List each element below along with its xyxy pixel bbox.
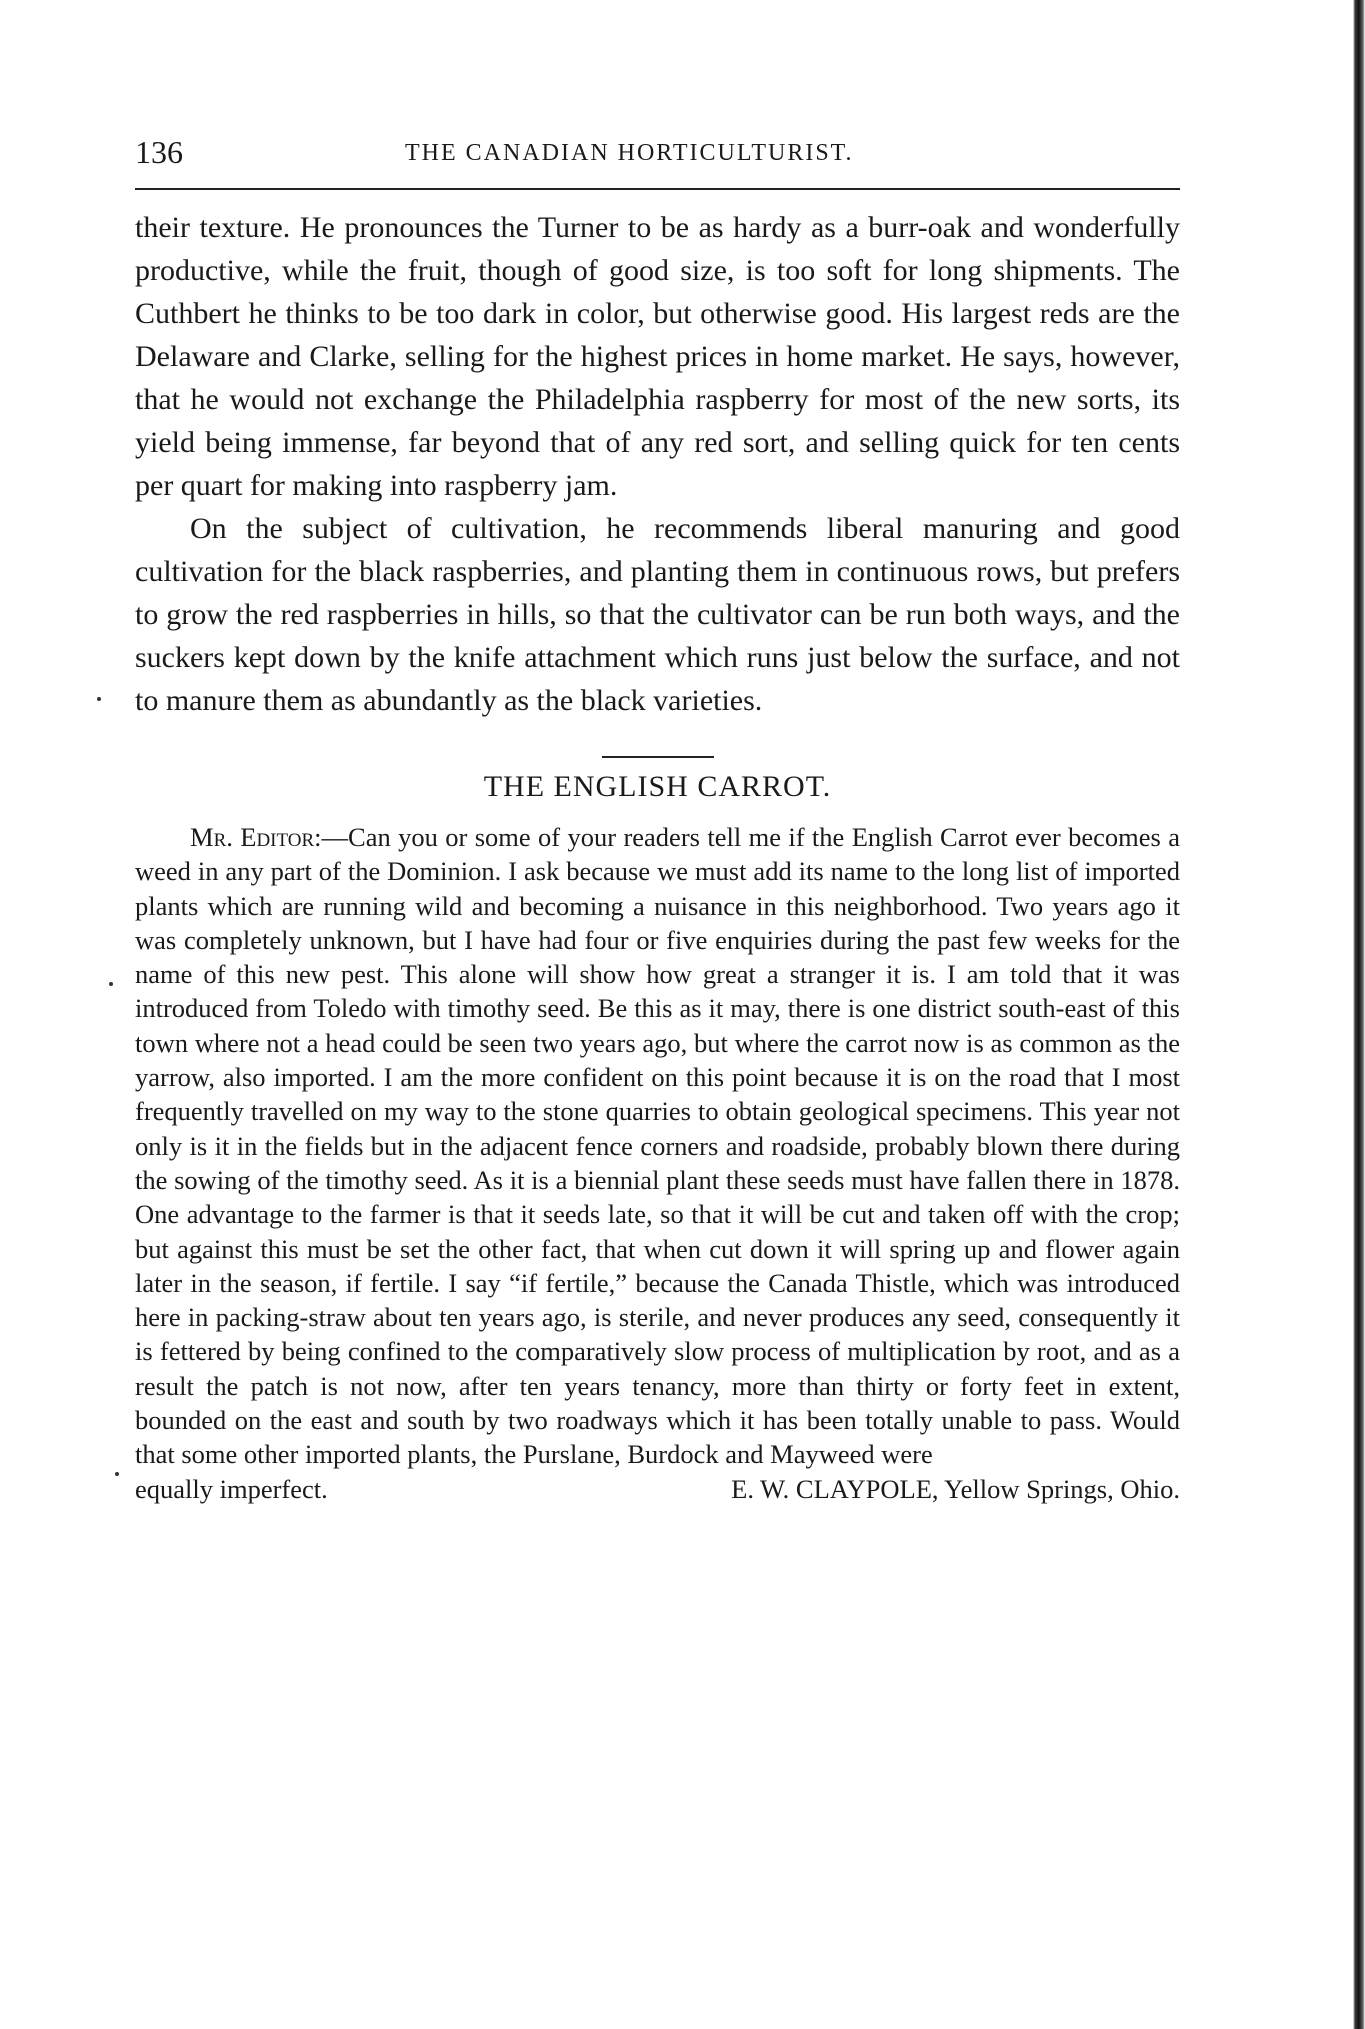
page-number: 136: [135, 134, 183, 170]
print-speck: [109, 982, 113, 986]
paragraph: On the subject of cultivation, he recommends liberal manuring and good cultivation for the black raspberries, and planting them in continuous rows, but prefers to grow the red raspberries in hills, so that the cultivator can be run both ways, and the suckers kept down by the knife attachment which runs just below the surface, and not to manure them as abundantly as the black varieties.: [135, 512, 1180, 717]
print-speck: [97, 697, 101, 701]
letter-closing: equally imperfect.: [135, 1473, 328, 1504]
salutation: Mr. Editor: [190, 822, 315, 852]
paragraph: their texture. He pronounces the Turner to be as hardy as a burr-oak and wonderfully productive, while the fruit, though of good size, is too soft for long shipments. The Cuthbert he thinks to be too dark in color, but otherwise good. His largest reds are the Delaware and Clarke, selling for the highest prices in home market. He says, however, that he would not exchange the Philadelphia raspberry for most of the new sorts, its yield being immense, far beyond that of any red sort, and selling quick for ten cents per quart for making into raspberry jam.: [135, 211, 1180, 502]
header-rule: [135, 188, 1180, 190]
letter: [135, 820, 1180, 1472]
print-speck: [115, 1472, 119, 1476]
section-divider: [602, 756, 714, 758]
signoff-row: [135, 1472, 1180, 1506]
article-body: [135, 206, 1180, 722]
page-binding-edge: [1349, 0, 1365, 2029]
signature: E. W. CLAYPOLE, Yellow Springs, Ohio.: [731, 1473, 1180, 1504]
running-title: THE CANADIAN HORTICULTURIST.: [405, 140, 854, 166]
letter-body: [135, 820, 1180, 1472]
page: [135, 130, 1180, 1506]
section-title: THE ENGLISH CARROT.: [483, 770, 832, 803]
page-header: [135, 130, 1180, 184]
letter-text: :—Can you or some of your readers tell me if the English Carrot ever becomes a weed in any part of the Dominion. I ask because we must add its name to the long list of imported plants which are running wild and becoming a nuisance in this neighborhood. Two years ago it was completely unknown, but I have had four or five enquiries during the past few weeks for the name of this new pest. This alone will show how great a stranger it is. I am told that it was introduced from Toledo with timothy seed. Be this as it may, there is one district south-east of this town where not a head could be seen two years ago, but where the carrot now is as common as the yarrow, also imported. I am the more confident on this point because it is on the road that I most frequently travelled on my way to the stone quarries to obtain geological specimens. This year not only is it in the fields but in the adjacent fence corners and roadside, probably blown there during the sowing of the timothy seed. As it is a biennial plant these seeds must have fallen there in 1878. One advantage to the farmer is that it seeds late, so that it will be cut and taken off with the crop; but against this must be set the other fact, that when cut down it will spring up and flower again later in the season, if fertile. I say “if fertile,” because the Canada Thistle, which was introduced here in packing-straw about ten years ago, is sterile, and never produces any seed, consequently it is fettered by being confined to the comparatively slow process of multiplication by root, and as a result the patch is not now, after ten years tenancy, more than thirty or forty feet in extent, bounded on the east and south by two roadways which it has been totally unable to pass. Would that some other imported plants, the Purslane, Burdock and Mayweed were: [135, 822, 1180, 1470]
